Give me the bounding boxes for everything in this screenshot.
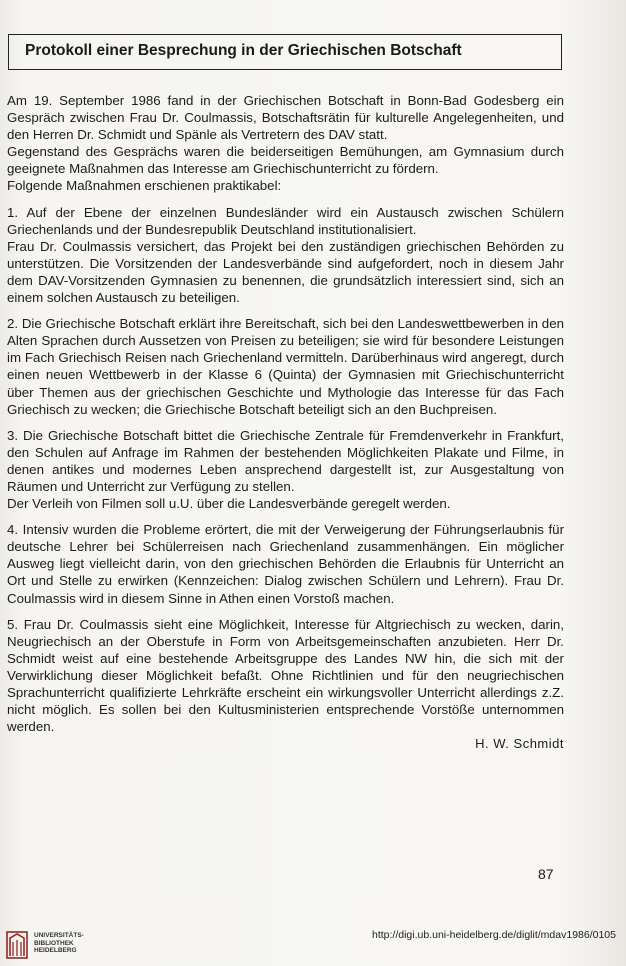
article-title: Protokoll einer Besprechung in der Griechischen Botschaft	[8, 34, 562, 70]
paragraph-item-3: 3. Die Griechische Botschaft bittet die Griechische Zentrale für Fremdenverkehr in Frankfurt, den Schulen auf Anfrage im Rahmen der bestehenden Möglichkeiten Plakate und Filme, in denen antikes und modernes Leben ansprechend dargestellt ist, zur Ausgestaltung von Räumen und Unterricht zur Verfügung zu stellen.	[7, 427, 564, 494]
paragraph-subject: Gegenstand des Gesprächs waren die beiderseitigen Bemühungen, am Gymnasium durch geeignete Maßnahmen das Interesse am Griechischunterricht zu fördern.	[7, 144, 564, 177]
paragraph-item-4: 4. Intensiv wurden die Probleme erörtert, die mit der Verweigerung der Führungserlaubnis für deutsche Lehrer bei Schülerreisen nach Griechenland zusammenhängen. Ein möglicher Ausweg liegt vielleicht darin, von den griechischen Behörden die Erlaubnis für Unterricht an Ort und Stelle zu erwirken (Kennzeichen: Dialog zwischen Schülern und Lehrern). Frau Dr. Coulmassis wird in diesem Sinne in Athen einen Vorstoß machen.	[7, 522, 564, 606]
author-signature: H. W. Schmidt	[475, 736, 564, 752]
library-logo-icon	[6, 930, 28, 960]
library-name	[34, 932, 84, 955]
paragraph-item-1: 1. Auf der Ebene der einzelnen Bundesländer wird ein Austausch zwischen Schülern Griechenlands und der Bundesrepublik Deutschland institutionalisiert.	[7, 204, 564, 237]
page-number: 87	[538, 866, 554, 882]
source-url-link[interactable]: http://digi.ub.uni-heidelberg.de/diglit/mdav1986/0105	[371, 929, 616, 941]
library-name-line-3: HEIDELBERG	[34, 947, 77, 954]
footer	[0, 918, 626, 966]
paragraph-intro: Am 19. September 1986 fand in der Griechischen Botschaft in Bonn-Bad Godesberg ein Gespräch zwischen Frau Dr. Coulmassis, Botschaftsrätin für kulturelle Angelegenheiten, und den Herren Dr. Schmidt und Spänle als Vertretern des DAV statt.	[7, 93, 564, 143]
paragraph-item-3-detail: Der Verleih von Filmen soll u.U. über die Landesverbände geregelt werden.	[7, 496, 451, 512]
library-name-line-1: UNIVERSITÄTS-	[34, 932, 84, 939]
article-body	[7, 92, 564, 752]
library-name-line-2: BIBLIOTHEK	[34, 939, 74, 947]
paragraph-item-2: 2. Die Griechische Botschaft erklärt ihre Bereitschaft, sich bei den Landeswettbewerben in den Alten Sprachen durch Aussetzen von Preisen zu beteiligen; sie wird für besondere Leistungen im Fach Griechisch Reisen nach Griechenland vermitteln. Darüberhinaus wird angeregt, durch einen neuen Wettbewerb in der Klasse 6 (Quinta) der Gymnasien mit Griechischunterricht über Themen aus der griechischen Geschichte und Mythologie das Interesse für das Fach Griechisch zu wecken; die Griechische Botschaft beteiligt sich an den Buchpreisen.	[7, 316, 564, 417]
paragraph-item-5: 5. Frau Dr. Coulmassis sieht eine Möglichkeit, Interesse für Altgriechisch zu wecken, darin, Neugriechisch an der Oberstufe in Form von Arbeitsgemeinschaften anzubieten. Herr Dr. Schmidt weist auf eine bestehende Arbeitsgruppe des Landes NW hin, die sich mit der Verwirklichung dieser Möglichkeit befaßt. Ohne Richtlinien und für den neugriechischen Sprachunterricht qualifizierte Lehrkräfte erscheint ein wirkungsvoller Unterricht allerdings z.Z. nicht möglich. Es sollen bei den Kultusministerien entsprechende Vorstöße unternommen werden.	[7, 616, 564, 735]
paragraph-item-1-detail: Frau Dr. Coulmassis versichert, das Projekt bei den zuständigen griechischen Behörden zu unterstützen. Die Vorsitzenden der Landesverbände sind aufgefordert, noch in diesem Jahr dem DAV-Vorsitzenden Gymnasien zu benennen, die grundsätzlich interessiert sind, sich an einem solchen Austausch zu beteiligen.	[7, 238, 564, 306]
paragraph-measures-intro: Folgende Maßnahmen erschienen praktikabel:	[7, 178, 282, 194]
